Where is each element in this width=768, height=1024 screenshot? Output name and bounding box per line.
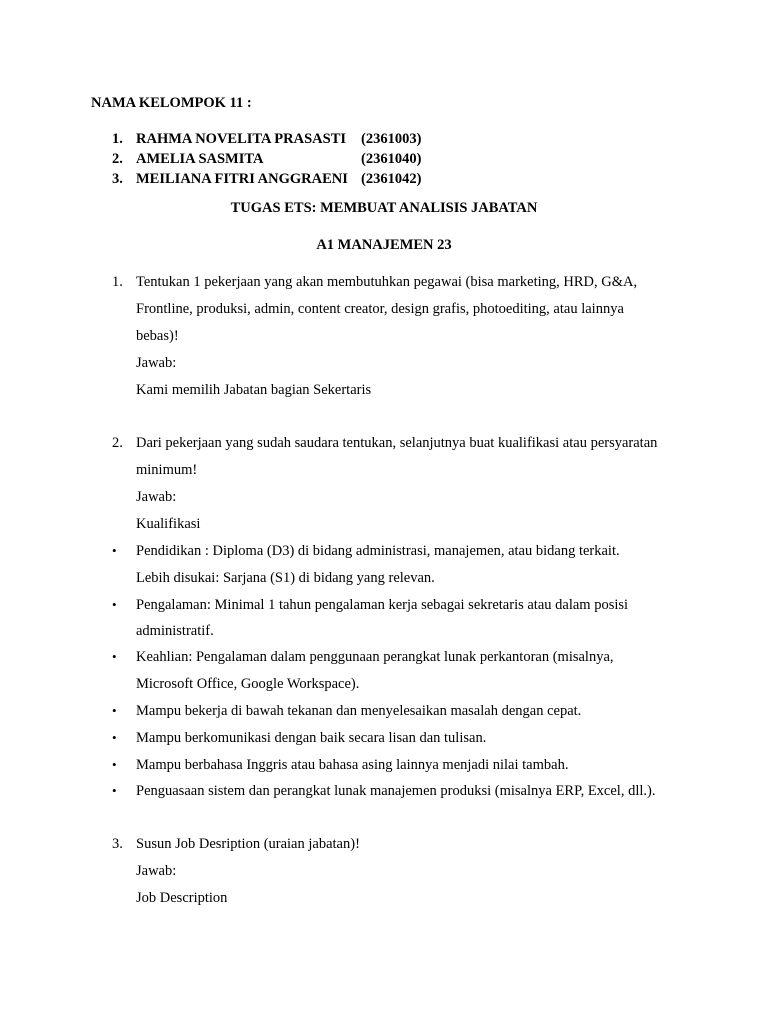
group-label: NAMA KELOMPOK 11 : [91, 95, 252, 111]
member-1-number: 1. [112, 131, 123, 147]
bullet-icon: • [112, 649, 117, 664]
qualification-item-2-line-1: Pengalaman: Minimal 1 tahun pengalaman kerja sebagai sekretaris atau dalam posisi [136, 597, 629, 613]
question-2-line-1: Dari pekerjaan yang sudah saudara tentukan, selanjutnya buat kualifikasi atau persyaratan [136, 435, 658, 451]
member-2-number: 2. [112, 151, 123, 167]
member-2-name: AMELIA SASMITA [136, 151, 264, 167]
qualification-item-1-line-1: Pendidikan : Diploma (D3) di bidang administrasi, manajemen, atau bidang terkait. [136, 543, 620, 559]
question-1-answer: Kami memilih Jabatan bagian Sekertaris [136, 382, 372, 398]
question-1-number: 1. [112, 274, 123, 290]
question-2-number: 2. [112, 435, 123, 451]
bullet-icon: • [112, 757, 117, 772]
question-2-answer-label: Jawab: [136, 489, 177, 505]
qualification-item-6: Mampu berbahasa Inggris atau bahasa asing lainnya menjadi nilai tambah. [136, 757, 569, 773]
member-1-id: (2361003) [361, 131, 422, 147]
bullet-icon: • [112, 783, 117, 798]
bullet-icon: • [112, 730, 117, 745]
question-3-number: 3. [112, 836, 123, 852]
member-3-id: (2361042) [361, 171, 422, 187]
question-1-line-2: Frontline, produksi, admin, content creator, design grafis, photoediting, atau lainnya [136, 301, 624, 317]
document-subtitle: A1 MANAJEMEN 23 [316, 237, 452, 253]
qualification-heading: Kualifikasi [136, 516, 201, 532]
job-description-heading: Job Description [136, 890, 228, 906]
member-2-id: (2361040) [361, 151, 422, 167]
question-2-line-2: minimum! [136, 462, 198, 478]
question-3-line-1: Susun Job Desription (uraian jabatan)! [136, 836, 360, 852]
member-3-number: 3. [112, 171, 123, 187]
bullet-icon: • [112, 543, 117, 558]
qualification-item-2-line-2: administratif. [136, 623, 214, 639]
question-3-answer-label: Jawab: [136, 863, 177, 879]
document-title: TUGAS ETS: MEMBUAT ANALISIS JABATAN [230, 200, 538, 216]
question-1-line-3: bebas)! [136, 328, 179, 344]
question-1-answer-label: Jawab: [136, 355, 177, 371]
qualification-item-1-line-2: Lebih disukai: Sarjana (S1) di bidang yang relevan. [136, 570, 435, 586]
qualification-item-3-line-1: Keahlian: Pengalaman dalam penggunaan perangkat lunak perkantoran (misalnya, [136, 649, 614, 665]
bullet-icon: • [112, 703, 117, 718]
question-1-line-1: Tentukan 1 pekerjaan yang akan membutuhkan pegawai (bisa marketing, HRD, G&A, [136, 274, 638, 290]
qualification-item-3-line-2: Microsoft Office, Google Workspace). [136, 676, 360, 692]
member-3-name: MEILIANA FITRI ANGGRAENI [136, 171, 348, 187]
qualification-item-7: Penguasaan sistem dan perangkat lunak manajemen produksi (misalnya ERP, Excel, dll.). [136, 783, 656, 799]
qualification-item-4: Mampu bekerja di bawah tekanan dan menyelesaikan masalah dengan cepat. [136, 703, 582, 719]
bullet-icon: • [112, 597, 117, 612]
member-1-name: RAHMA NOVELITA PRASASTI [136, 131, 347, 147]
qualification-item-5: Mampu berkomunikasi dengan baik secara lisan dan tulisan. [136, 730, 487, 746]
